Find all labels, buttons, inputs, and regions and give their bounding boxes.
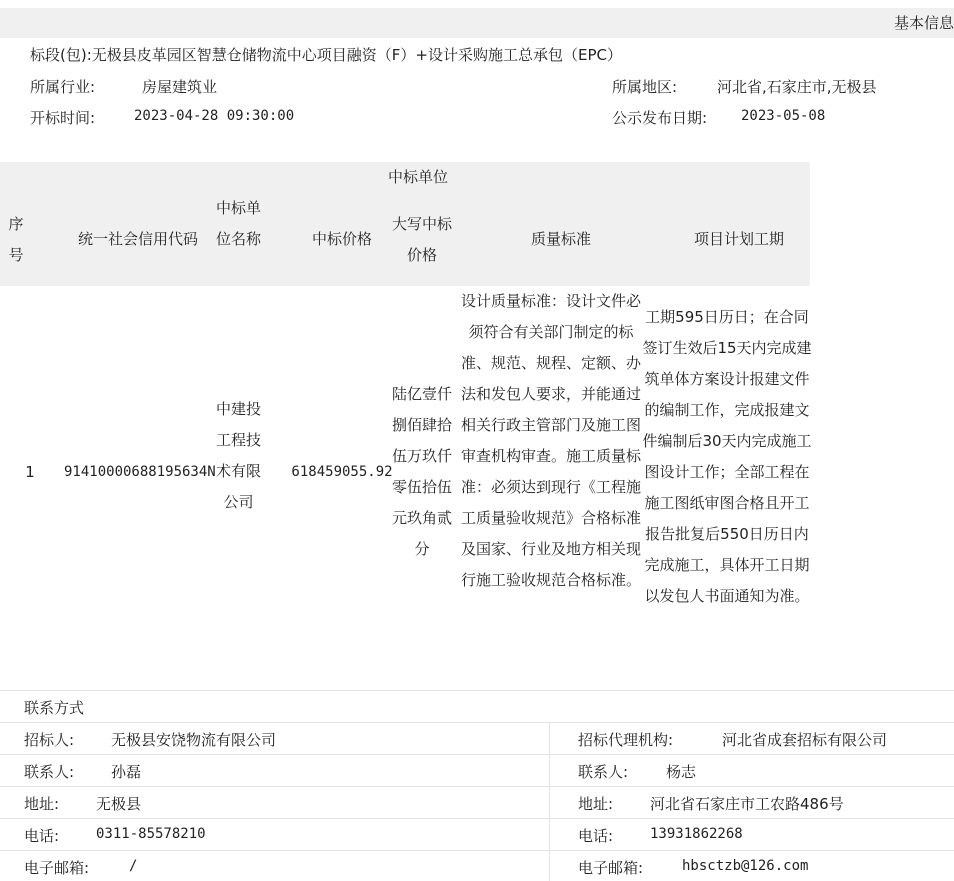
row-quality: 设计质量标准：设计文件必须符合有关部门制定的标准、规范、规程、定额、办法和发包人要求，并能通过相关行政主管部门及施工图审查机构审查。施工质量标准：必须达到现行《工程施工质量验收规范》合格标准及国家、行业及地方相关现行施工验收规范合格标准。 [461, 292, 642, 589]
left-address-value: 无极县 [96, 795, 142, 813]
left-email-label: 电子邮箱: [24, 859, 90, 877]
col-seq: 序号 [8, 215, 24, 264]
right-phone-label: 电话: [578, 827, 614, 845]
row-credit-code: 91410000688195634N [64, 464, 216, 480]
right-email-value: hbsctzb@126.com [682, 858, 809, 874]
right-email-label: 电子邮箱: [578, 859, 644, 877]
divider [0, 690, 954, 691]
open-time-label: 开标时间: [30, 109, 96, 127]
row-price-upper: 陆亿壹仟捌佰肆拾伍万玖仟零伍拾伍元玖角贰分 [391, 385, 452, 558]
col-unit-name: 中标单位名称 [215, 199, 261, 248]
column-divider [549, 722, 550, 881]
basic-info-header [0, 8, 954, 38]
tenderer-value: 无极县安饶物流有限公司 [111, 731, 277, 749]
col-quality: 质量标准 [530, 230, 591, 248]
publish-date-value: 2023-05-08 [741, 108, 826, 124]
divider [0, 786, 954, 787]
right-address-value: 河北省石家庄市工农路486号 [650, 795, 844, 813]
right-phone-value: 13931862268 [650, 826, 743, 842]
row-seq: 1 [25, 463, 35, 481]
col-price: 中标价格 [311, 230, 372, 248]
agency-value: 河北省成套招标有限公司 [722, 731, 888, 749]
right-contact-label: 联系人: [578, 763, 629, 781]
award-table-header [0, 162, 810, 286]
left-contact-label: 联系人: [24, 763, 75, 781]
tenderer-label: 招标人: [24, 731, 75, 749]
open-time-value: 2023-04-28 09:30:00 [134, 108, 295, 124]
divider [0, 722, 954, 723]
right-contact-value: 杨志 [666, 763, 697, 781]
agency-label: 招标代理机构: [578, 731, 674, 749]
col-credit-code: 统一社会信用代码 [77, 230, 198, 248]
left-contact-value: 孙磊 [111, 763, 142, 781]
col-price-upper: 大写中标价格 [391, 215, 452, 264]
region-value: 河北省,石家庄市,无极县 [717, 78, 877, 96]
left-phone-value: 0311-85578210 [96, 826, 206, 842]
industry-label: 所属行业: [30, 78, 96, 96]
industry-value: 房屋建筑业 [142, 78, 218, 96]
contact-header: 联系方式 [24, 699, 85, 717]
left-email-value: / [129, 858, 138, 874]
divider [0, 850, 954, 851]
col-schedule: 项目计划工期 [693, 230, 784, 248]
section-label: 标段(包): [30, 46, 92, 64]
region-label: 所属地区: [612, 78, 678, 96]
section-row [30, 44, 622, 65]
right-address-label: 地址: [578, 795, 614, 813]
row-schedule: 工期595日历日；在合同签订生效后15天内完成建筑单体方案设计报建文件的编制工作，完成报建文件编制后30天内完成施工图设计工作；全部工程在施工图纸审图合格且开工报告批复后550日历日内完成施工，具体开工日期以发包人书面通知为准。 [642, 308, 812, 605]
row-price: 618459055.92 [291, 464, 393, 480]
row-unit-name: 中建投工程技术有限公司 [215, 400, 261, 511]
basic-info-title: 基本信息 [893, 14, 954, 32]
left-phone-label: 电话: [24, 827, 60, 845]
divider [0, 754, 954, 755]
divider [0, 818, 954, 819]
publish-date-label: 公示发布日期: [612, 109, 708, 127]
left-address-label: 地址: [24, 795, 60, 813]
section-value: 无极县皮革园区智慧仓储物流中心项目融资（F）+设计采购施工总承包（EPC） [91, 46, 622, 64]
award-header-title: 中标单位 [387, 168, 448, 186]
